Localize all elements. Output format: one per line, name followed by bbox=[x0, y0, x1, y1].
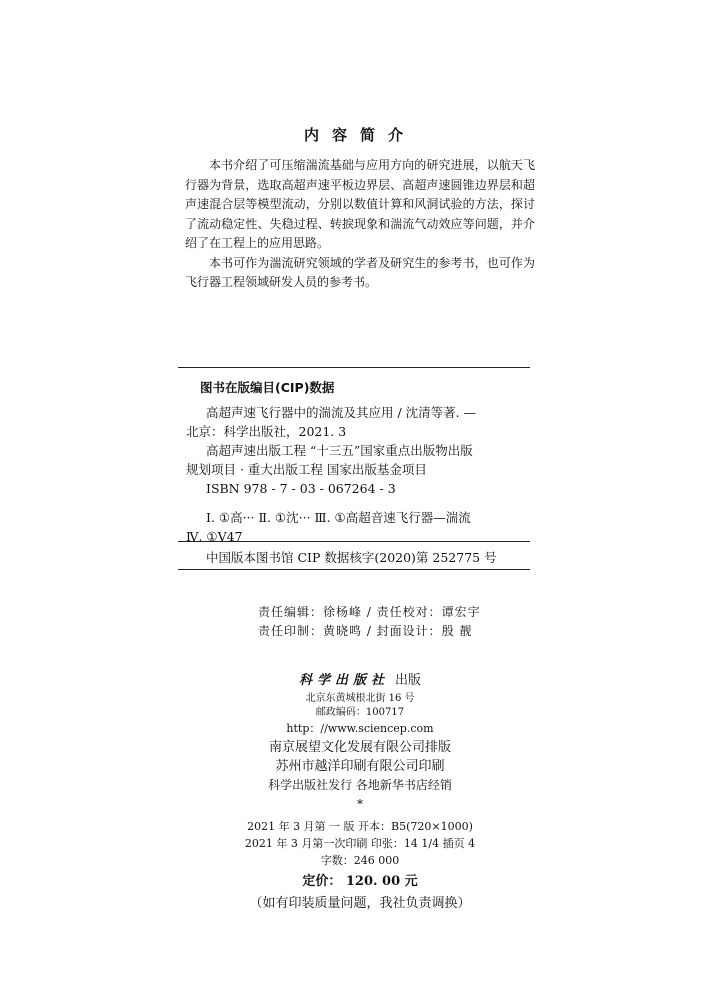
publisher-suffix: 出版 bbox=[395, 673, 422, 688]
publisher-line bbox=[0, 669, 720, 688]
intro-paragraph: 本书可作为湍流研究领域的学者及研究生的参考书，也可作为飞行器工程领域研发人员的参考书。 bbox=[185, 255, 535, 289]
edition-line: 2021 年 3 月第 一 版 开本：B5(720×1000) bbox=[247, 820, 473, 833]
cip-isbn: ISBN 978 - 7 - 03 - 067264 - 3 bbox=[206, 481, 396, 496]
publisher-website: http：//www.sciencep.com bbox=[286, 722, 434, 735]
cip-line: 高超声速飞行器中的湍流及其应用 / 沈清等著. — bbox=[206, 405, 477, 420]
cip-top-rule bbox=[178, 367, 530, 368]
cip-heading: 图书在版编目(CIP)数据 bbox=[200, 380, 335, 395]
cip-middle-rule bbox=[178, 541, 530, 542]
cip-line: 规划项目 · 重大出版工程 国家出版基金项目 bbox=[186, 462, 427, 477]
credits-editors: 责任编辑：徐杨峰 / 责任校对：谭宏宇 bbox=[258, 605, 481, 619]
typesetter: 南京展望文化发展有限公司排版 bbox=[268, 740, 451, 755]
cip-record-number: 中国版本图书馆 CIP 数据核字(2020)第 252775 号 bbox=[206, 550, 497, 565]
cip-classification: Ⅰ. ①高··· Ⅱ. ①沈··· Ⅲ. ①高超音速飞行器—湍流 bbox=[206, 510, 471, 525]
cip-bottom-rule bbox=[178, 569, 530, 570]
quality-notice: （如有印装质量问题，我社负责调换） bbox=[249, 896, 471, 911]
distribution: 科学出版社发行 各地新华书店经销 bbox=[268, 778, 452, 792]
cip-block bbox=[186, 403, 531, 546]
credits-production: 责任印制：黄晓鸣 / 封面设计：殷 靓 bbox=[258, 624, 473, 638]
cip-line: 北京：科学出版社，2021. 3 bbox=[186, 424, 347, 439]
publisher-logo: 科学出版社 bbox=[298, 673, 389, 688]
intro-body bbox=[185, 156, 535, 293]
credits bbox=[258, 603, 481, 641]
printer: 苏州市越洋印刷有限公司印刷 bbox=[275, 759, 445, 774]
price: 定价： 120. 00 元 bbox=[302, 874, 418, 889]
publisher-address-block bbox=[0, 692, 720, 736]
production-block bbox=[0, 738, 720, 795]
intro-paragraph: 本书介绍了可压缩湍流基础与应用方向的研究进展，以航天飞行器为背景，选取高超声速平板边界层、高超声速圆锥边界层和超声速混合层等模型流动，分别以数值计算和风洞试验的方法，探讨了流动稳定性、失稳过程、转捩现象和湍流气动效应等问题，并介绍了在工程上的应用思路。 bbox=[185, 158, 535, 250]
separator-star: * bbox=[357, 797, 363, 811]
publisher-address: 北京东黄城根北街 16 号 bbox=[305, 693, 415, 704]
wordcount-line: 字数：246 000 bbox=[320, 854, 400, 867]
cip-classification: Ⅳ. ①V47 bbox=[186, 529, 243, 544]
cip-line: 高超声速出版工程 “十三五”国家重点出版物出版 bbox=[206, 443, 473, 458]
intro-title: 内容简介 bbox=[303, 126, 416, 144]
publisher-postcode: 邮政编码：100717 bbox=[315, 707, 405, 718]
printing-line: 2021 年 3 月第一次印刷 印张：14 1/4 插页 4 bbox=[244, 837, 476, 850]
edition-stats bbox=[0, 818, 720, 869]
